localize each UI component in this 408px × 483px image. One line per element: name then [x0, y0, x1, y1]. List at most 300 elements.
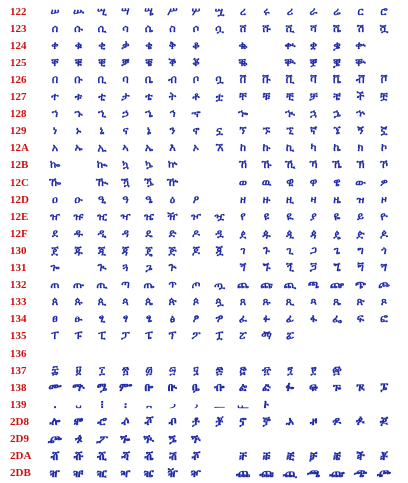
glyph-cell: በ — [51, 72, 59, 86]
glyph-cell: ጭ — [354, 278, 367, 292]
glyph-cell: ጶ — [192, 295, 200, 309]
glyph-cell: ቦ — [192, 72, 200, 86]
glyph-cell: ታ — [121, 90, 130, 104]
glyph-cell: ᎆ — [192, 381, 200, 395]
glyph-cell: ጣ — [121, 278, 130, 292]
glyph-cell: ፐ — [51, 329, 59, 343]
glyph-cell: ሦ — [191, 4, 201, 18]
glyph-cell: ቕ — [168, 55, 177, 69]
glyph-cell: ዼ — [333, 226, 341, 240]
glyph-cell: ጚ — [285, 261, 295, 275]
glyph-cell: ⶺ — [282, 466, 298, 480]
glyph-cell: ጇ — [215, 243, 224, 257]
glyph-cell: ቹ — [262, 90, 271, 104]
glyph-cell: ደ — [52, 226, 58, 240]
glyph-cell: ጝ — [357, 261, 364, 275]
glyph-cell: ቋ — [309, 38, 318, 52]
glyph-cell: ዶ — [191, 226, 201, 240]
row-label: 127 — [10, 91, 27, 104]
glyph-cell: ጲ — [97, 295, 107, 309]
glyph-cell: ሪ — [286, 4, 294, 18]
glyph-cell: ጮ — [378, 278, 390, 292]
glyph-cell: ⶈ — [239, 415, 247, 429]
glyph-cell: ቼ — [333, 90, 341, 104]
glyph-cell: ሻ — [310, 21, 317, 35]
glyph-cell: ⶢ — [96, 449, 108, 463]
glyph-cell: ጙ — [262, 261, 271, 275]
glyph-cell: ⶌ — [332, 415, 342, 429]
glyph-cell: ቁ — [74, 38, 83, 52]
glyph-cell: ⶦ — [191, 449, 201, 463]
row-label: 128 — [10, 108, 27, 121]
glyph-cell: ኬ — [333, 141, 341, 155]
glyph-cell: ቪ — [285, 72, 295, 86]
glyph-cell: ፀ — [52, 312, 58, 326]
glyph-cell: ጒ — [97, 261, 107, 275]
glyph-cell: ᎈ — [238, 381, 248, 395]
glyph-cell: ዺ — [286, 226, 294, 240]
glyph-cell: ዠ — [49, 209, 61, 223]
glyph-cell: ወ — [238, 175, 248, 189]
glyph-cell: ጵ — [168, 295, 177, 309]
glyph-cell: ይ — [357, 209, 364, 223]
glyph-cell: ዞ — [381, 192, 387, 206]
glyph-cell: ⶱ — [73, 466, 84, 480]
glyph-cell: ጸ — [239, 295, 247, 309]
glyph-cell: ኔ — [146, 124, 152, 138]
row-label: 12E — [10, 210, 29, 223]
glyph-cell: ፳ — [121, 363, 130, 377]
glyph-cell: ⶒ — [96, 432, 108, 446]
glyph-cell: ሹ — [262, 21, 271, 35]
glyph-cell: ጡ — [72, 278, 85, 292]
glyph-cell: ች — [356, 90, 365, 104]
glyph-cell: ጾ — [380, 295, 388, 309]
glyph-cell: ፖ — [191, 329, 201, 343]
glyph-cell: አ — [51, 141, 59, 155]
row-label: 133 — [10, 296, 27, 309]
glyph-cell: ⶪ — [285, 449, 295, 463]
glyph-cell: ጤ — [143, 278, 155, 292]
glyph-cell: ⶕ — [168, 432, 177, 446]
glyph-cell: ፅ — [169, 312, 176, 326]
glyph-cell: ቶ — [192, 90, 200, 104]
glyph-cell: ፒ — [98, 329, 106, 343]
glyph-cell: ᎋ — [309, 381, 318, 395]
glyph-cell: ኩ — [262, 141, 271, 155]
glyph-cell: ጪ — [283, 278, 297, 292]
glyph-cell: ኛ — [310, 124, 317, 138]
glyph-cell: ቓ — [121, 55, 130, 69]
glyph-cell: ኰ — [49, 158, 61, 172]
glyph-cell: ር — [357, 4, 364, 18]
glyph-cell: ኒ — [99, 124, 105, 138]
glyph-cell: ዮ — [380, 209, 388, 223]
row-label: 2DB — [10, 467, 31, 480]
glyph-cell: ⶄ — [144, 415, 154, 429]
glyph-cell: ዾ — [380, 226, 388, 240]
glyph-cell: ቩ — [262, 72, 271, 86]
glyph-cell: ⶨ — [238, 449, 248, 463]
glyph-cell: ⶁ — [73, 415, 84, 429]
glyph-cell: ⶭ — [356, 449, 365, 463]
glyph-cell: ᎀ — [48, 381, 62, 395]
glyph-cell: ያ — [310, 209, 317, 223]
glyph-cell: ኋ — [310, 107, 317, 121]
glyph-cell: ሢ — [97, 4, 107, 18]
glyph-cell: ⶸ — [235, 466, 251, 480]
glyph-cell: ᎑ — [75, 398, 82, 412]
glyph-cell: ፂ — [98, 312, 106, 326]
glyph-cell: ኗ — [216, 124, 223, 138]
glyph-cell: ⶼ — [329, 466, 345, 480]
glyph-cell: ⶽ — [353, 466, 368, 480]
glyph-cell: ሠ — [50, 4, 60, 18]
glyph-cell: ባ — [122, 72, 129, 86]
glyph-cell: ግ — [357, 243, 364, 257]
glyph-cell: ጘ — [239, 261, 247, 275]
glyph-cell: ዬ — [333, 209, 341, 223]
glyph-cell: ቚ — [284, 55, 296, 69]
glyph-cell: ጽ — [356, 295, 365, 309]
glyph-cell: ቔ — [145, 55, 153, 69]
glyph-cell: ኅ — [169, 107, 176, 121]
glyph-cell: ፓ — [121, 329, 130, 343]
glyph-cell: ዻ — [310, 226, 317, 240]
glyph-cell: ጋ — [310, 243, 317, 257]
glyph-cell: ቆ — [192, 38, 200, 52]
glyph-cell: ቊ — [284, 38, 296, 52]
glyph-cell: ቑ — [74, 55, 83, 69]
glyph-cell: ⶵ — [167, 466, 178, 480]
glyph-cell: ቛ — [309, 55, 318, 69]
glyph-cell: ቻ — [309, 90, 318, 104]
glyph-cell: ካ — [310, 141, 317, 155]
row-label: 139 — [10, 398, 27, 411]
glyph-cell: ቐ — [51, 55, 59, 69]
glyph-cell: ዽ — [356, 226, 365, 240]
glyph-cell: ዛ — [310, 192, 317, 206]
glyph-cell: ዀ — [48, 175, 62, 189]
glyph-cell: ⶻ — [306, 466, 321, 480]
glyph-cell: ሬ — [333, 4, 341, 18]
row-label: 131 — [10, 262, 27, 275]
glyph-cell: ኙ — [262, 124, 271, 138]
glyph-cell: ፹ — [261, 363, 272, 377]
glyph-cell: ዲ — [97, 226, 107, 240]
glyph-cell: ⶠ — [50, 449, 60, 463]
glyph-cell: እ — [169, 141, 176, 155]
glyph-cell: ᎓ — [124, 398, 127, 412]
glyph-cell: ሶ — [192, 21, 200, 35]
glyph-cell: ኝ — [357, 124, 364, 138]
glyph-cell: ጕ — [168, 261, 177, 275]
glyph-cell: ዦ — [190, 209, 202, 223]
glyph-cell: ጌ — [333, 243, 341, 257]
glyph-cell: ፌ — [332, 312, 342, 326]
glyph-cell: ዉ — [261, 175, 272, 189]
glyph-cell: ፶ — [193, 363, 199, 377]
glyph-cell: ዌ — [333, 175, 341, 189]
glyph-cell: ᎎ — [379, 381, 389, 395]
glyph-cell: ⶥ — [168, 449, 177, 463]
glyph-cell: ᎘ — [237, 398, 249, 412]
glyph-cell: ጄ — [145, 243, 153, 257]
glyph-cell: ኜ — [333, 124, 341, 138]
glyph-cell: ዊ — [286, 175, 294, 189]
glyph-cell: ᎉ — [261, 381, 272, 395]
glyph-cell: ዑ — [74, 192, 83, 206]
glyph-cell: ፴ — [145, 363, 153, 377]
glyph-cell: ቡ — [74, 72, 83, 86]
glyph-cell: ᎅ — [167, 381, 178, 395]
glyph-cell: ኼ — [332, 158, 342, 172]
glyph-cell: ኲ — [96, 158, 108, 172]
glyph-cell: ኘ — [239, 124, 247, 138]
glyph-cell: ⶫ — [309, 449, 318, 463]
glyph-cell: ሮ — [380, 4, 388, 18]
glyph-cell: ኵ — [167, 158, 178, 172]
row-label: 130 — [10, 244, 27, 257]
glyph-cell: ዚ — [286, 192, 294, 206]
glyph-cell: ፃ — [122, 312, 129, 326]
glyph-cell: ፊ — [285, 312, 295, 326]
glyph-cell: ሸ — [239, 21, 247, 35]
glyph-cell: ኃ — [122, 107, 129, 121]
glyph-cell: ቝ — [355, 55, 366, 69]
glyph-cell: ጞ — [380, 261, 388, 275]
glyph-cell: ኸ — [238, 158, 248, 172]
glyph-cell: ⶬ — [332, 449, 342, 463]
glyph-cell: ቧ — [215, 72, 224, 86]
glyph-cell: ዱ — [74, 226, 83, 240]
glyph-cell: ጃ — [121, 243, 130, 257]
glyph-cell: ዎ — [380, 175, 388, 189]
glyph-cell: ሲ — [97, 21, 107, 35]
glyph-cell: ፁ — [74, 312, 83, 326]
glyph-cell: ጫ — [307, 278, 320, 292]
glyph-cell: ᎊ — [285, 381, 295, 395]
glyph-cell: ን — [169, 124, 176, 138]
glyph-cell: ፸ — [239, 363, 247, 377]
glyph-cell: ጓ — [122, 261, 129, 275]
glyph-cell: ዥ — [167, 209, 178, 223]
glyph-cell: ⶹ — [259, 466, 274, 480]
glyph-cell: ፼ — [332, 363, 342, 377]
glyph-cell: ዅ — [166, 175, 179, 189]
row-label: 137 — [10, 364, 27, 377]
glyph-cell: ስ — [169, 21, 176, 35]
glyph-cell: ኡ — [74, 141, 83, 155]
glyph-cell: ሥ — [167, 4, 178, 18]
glyph-cell: ሣ — [121, 4, 130, 18]
glyph-cell: ᎕ — [169, 398, 176, 412]
glyph-cell: ቄ — [145, 38, 153, 52]
glyph-cell: ሽ — [356, 21, 365, 35]
glyph-cell: ዒ — [97, 192, 107, 206]
glyph-cell: ᎒ — [100, 398, 104, 412]
glyph-cell: ᎂ — [96, 381, 108, 395]
glyph-cell: ⶑ — [74, 432, 83, 446]
glyph-cell: ⶂ — [97, 415, 107, 429]
glyph-cell: ቌ — [333, 38, 341, 52]
glyph-cell: ድ — [168, 226, 177, 240]
glyph-cell: ጀ — [51, 243, 59, 257]
glyph-cell: ⶔ — [143, 432, 155, 446]
glyph-cell: ሼ — [332, 21, 342, 35]
glyph-cell: ሩ — [263, 4, 270, 18]
glyph-cell: ጥ — [168, 278, 177, 292]
glyph-cell: ፰ — [51, 363, 59, 377]
glyph-cell: ኦ — [192, 141, 200, 155]
glyph-cell: ብ — [168, 72, 177, 86]
glyph-cell: ጹ — [262, 295, 271, 309]
glyph-cell: ዃ — [121, 175, 130, 189]
glyph-cell: ⶀ — [49, 415, 61, 429]
glyph-cell: ሳ — [122, 21, 129, 35]
row-label: 12F — [10, 227, 28, 240]
glyph-cell: ፗ — [215, 329, 224, 343]
row-label: 132 — [10, 279, 27, 292]
glyph-cell: ቱ — [74, 90, 83, 104]
glyph-cell: ዓ — [122, 192, 129, 206]
glyph-cell: ኢ — [97, 141, 107, 155]
glyph-cell: ጂ — [98, 243, 106, 257]
glyph-cell: ኚ — [286, 124, 294, 138]
glyph-cell: ᎍ — [356, 381, 365, 395]
glyph-cell: ፘ — [239, 329, 247, 343]
glyph-cell: ሺ — [285, 21, 295, 35]
glyph-cell: ቖ — [192, 55, 200, 69]
glyph-cell: ᎗ — [214, 398, 225, 412]
glyph-cell: ና — [122, 124, 129, 138]
glyph-cell: ዙ — [262, 192, 271, 206]
glyph-cell: ዔ — [145, 192, 153, 206]
glyph-cell: ቬ — [332, 72, 342, 86]
glyph-cell: ጆ — [192, 243, 200, 257]
glyph-cell: ኳ — [121, 158, 130, 172]
glyph-cell: ፺ — [287, 363, 293, 377]
glyph-cell: ጱ — [74, 295, 83, 309]
row-label: 134 — [10, 313, 27, 326]
glyph-cell: ⶮ — [379, 449, 389, 463]
glyph-cell: ኖ — [192, 124, 200, 138]
glyph-cell: ጴ — [144, 295, 154, 309]
glyph-cell: ጛ — [309, 261, 318, 275]
glyph-cell: ⶍ — [355, 415, 366, 429]
glyph-cell: ጷ — [215, 295, 224, 309]
glyph-cell: ᎁ — [72, 381, 85, 395]
glyph-cell: የ — [240, 209, 246, 223]
glyph-cell: ᎔ — [146, 398, 152, 412]
glyph-cell: ኀ — [51, 107, 59, 121]
glyph-cell: ሷ — [215, 21, 224, 35]
glyph-cell: ዡ — [73, 209, 84, 223]
glyph-cell: ኮ — [380, 141, 388, 155]
glyph-cell: ኧ — [215, 141, 224, 155]
glyph-cell: ጬ — [329, 278, 345, 292]
glyph-cell: ት — [168, 90, 177, 104]
glyph-cell: ፈ — [238, 312, 248, 326]
glyph-cell: ⶉ — [262, 415, 271, 429]
glyph-cell: ፋ — [309, 312, 317, 326]
row-label: 12D — [10, 193, 29, 206]
glyph-cell: ኊ — [285, 107, 295, 121]
row-label: 138 — [10, 381, 27, 394]
glyph-cell: ቨ — [239, 72, 247, 86]
glyph-cell: ዘ — [240, 192, 246, 206]
glyph-cell: ቃ — [121, 38, 130, 52]
glyph-cell: ᎙ — [263, 398, 270, 412]
glyph-cell: ዹ — [262, 226, 271, 240]
row-label: 124 — [10, 39, 27, 52]
row-label: 125 — [10, 56, 27, 69]
glyph-cell: ⶊ — [285, 415, 295, 429]
glyph-cell: ᎃ — [119, 381, 132, 395]
row-label: 126 — [10, 73, 27, 86]
glyph-cell: ቭ — [355, 72, 366, 86]
glyph-cell: ፕ — [168, 329, 177, 343]
glyph-cell: ሴ — [144, 21, 154, 35]
glyph-cell: ኑ — [75, 124, 82, 138]
glyph-cell: ⶴ — [143, 466, 155, 480]
glyph-cell: ᎇ — [213, 381, 226, 395]
glyph-cell: ፲ — [99, 363, 105, 377]
glyph-cell: ጨ — [237, 278, 249, 292]
glyph-cell: ⶎ — [379, 415, 389, 429]
glyph-cell: ፱ — [75, 363, 82, 377]
glyph-cell: ኟ — [380, 124, 388, 138]
glyph-cell: ዴ — [145, 226, 153, 240]
glyph-cell: ሿ — [379, 21, 389, 35]
glyph-cell: ዩ — [263, 209, 270, 223]
glyph-cell: ፆ — [192, 312, 200, 326]
glyph-cell: ፻ — [310, 363, 317, 377]
glyph-cell: ቸ — [239, 90, 247, 104]
glyph-cell: ቺ — [286, 90, 294, 104]
glyph-cell: ጩ — [260, 278, 273, 292]
glyph-cell: ቤ — [144, 72, 154, 86]
glyph-cell: ፷ — [215, 363, 224, 377]
glyph-cell: ዋ — [309, 175, 318, 189]
glyph-cell: ክ — [357, 141, 364, 155]
glyph-cell: ጳ — [122, 295, 129, 309]
glyph-cell: ᎌ — [332, 381, 342, 395]
glyph-cell: ነ — [52, 124, 58, 138]
glyph-cell: ኍ — [355, 107, 365, 121]
glyph-cell: ፙ — [261, 329, 272, 343]
glyph-cell: ፉ — [262, 312, 271, 326]
glyph-cell: ኤ — [144, 141, 154, 155]
glyph-cell: ቷ — [215, 90, 224, 104]
glyph-cell: ጉ — [263, 243, 270, 257]
row-label: 136 — [10, 347, 27, 360]
glyph-cell: ዢ — [96, 209, 108, 223]
glyph-cell: ፄ — [146, 312, 152, 326]
glyph-cell: ጦ — [191, 278, 201, 292]
glyph-cell: ተ — [51, 90, 59, 104]
glyph-cell: ፍ — [356, 312, 365, 326]
glyph-cell: ጎ — [381, 243, 387, 257]
glyph-cell: ፔ — [145, 329, 153, 343]
glyph-cell: ⶲ — [96, 466, 108, 480]
glyph-cell: ራ — [309, 4, 318, 18]
glyph-cell: ጺ — [285, 295, 295, 309]
glyph-cell: ዸ — [239, 226, 247, 240]
glyph-cell: ፵ — [168, 363, 177, 377]
glyph-cell: ኴ — [145, 158, 153, 172]
glyph-cell: ኪ — [285, 141, 295, 155]
